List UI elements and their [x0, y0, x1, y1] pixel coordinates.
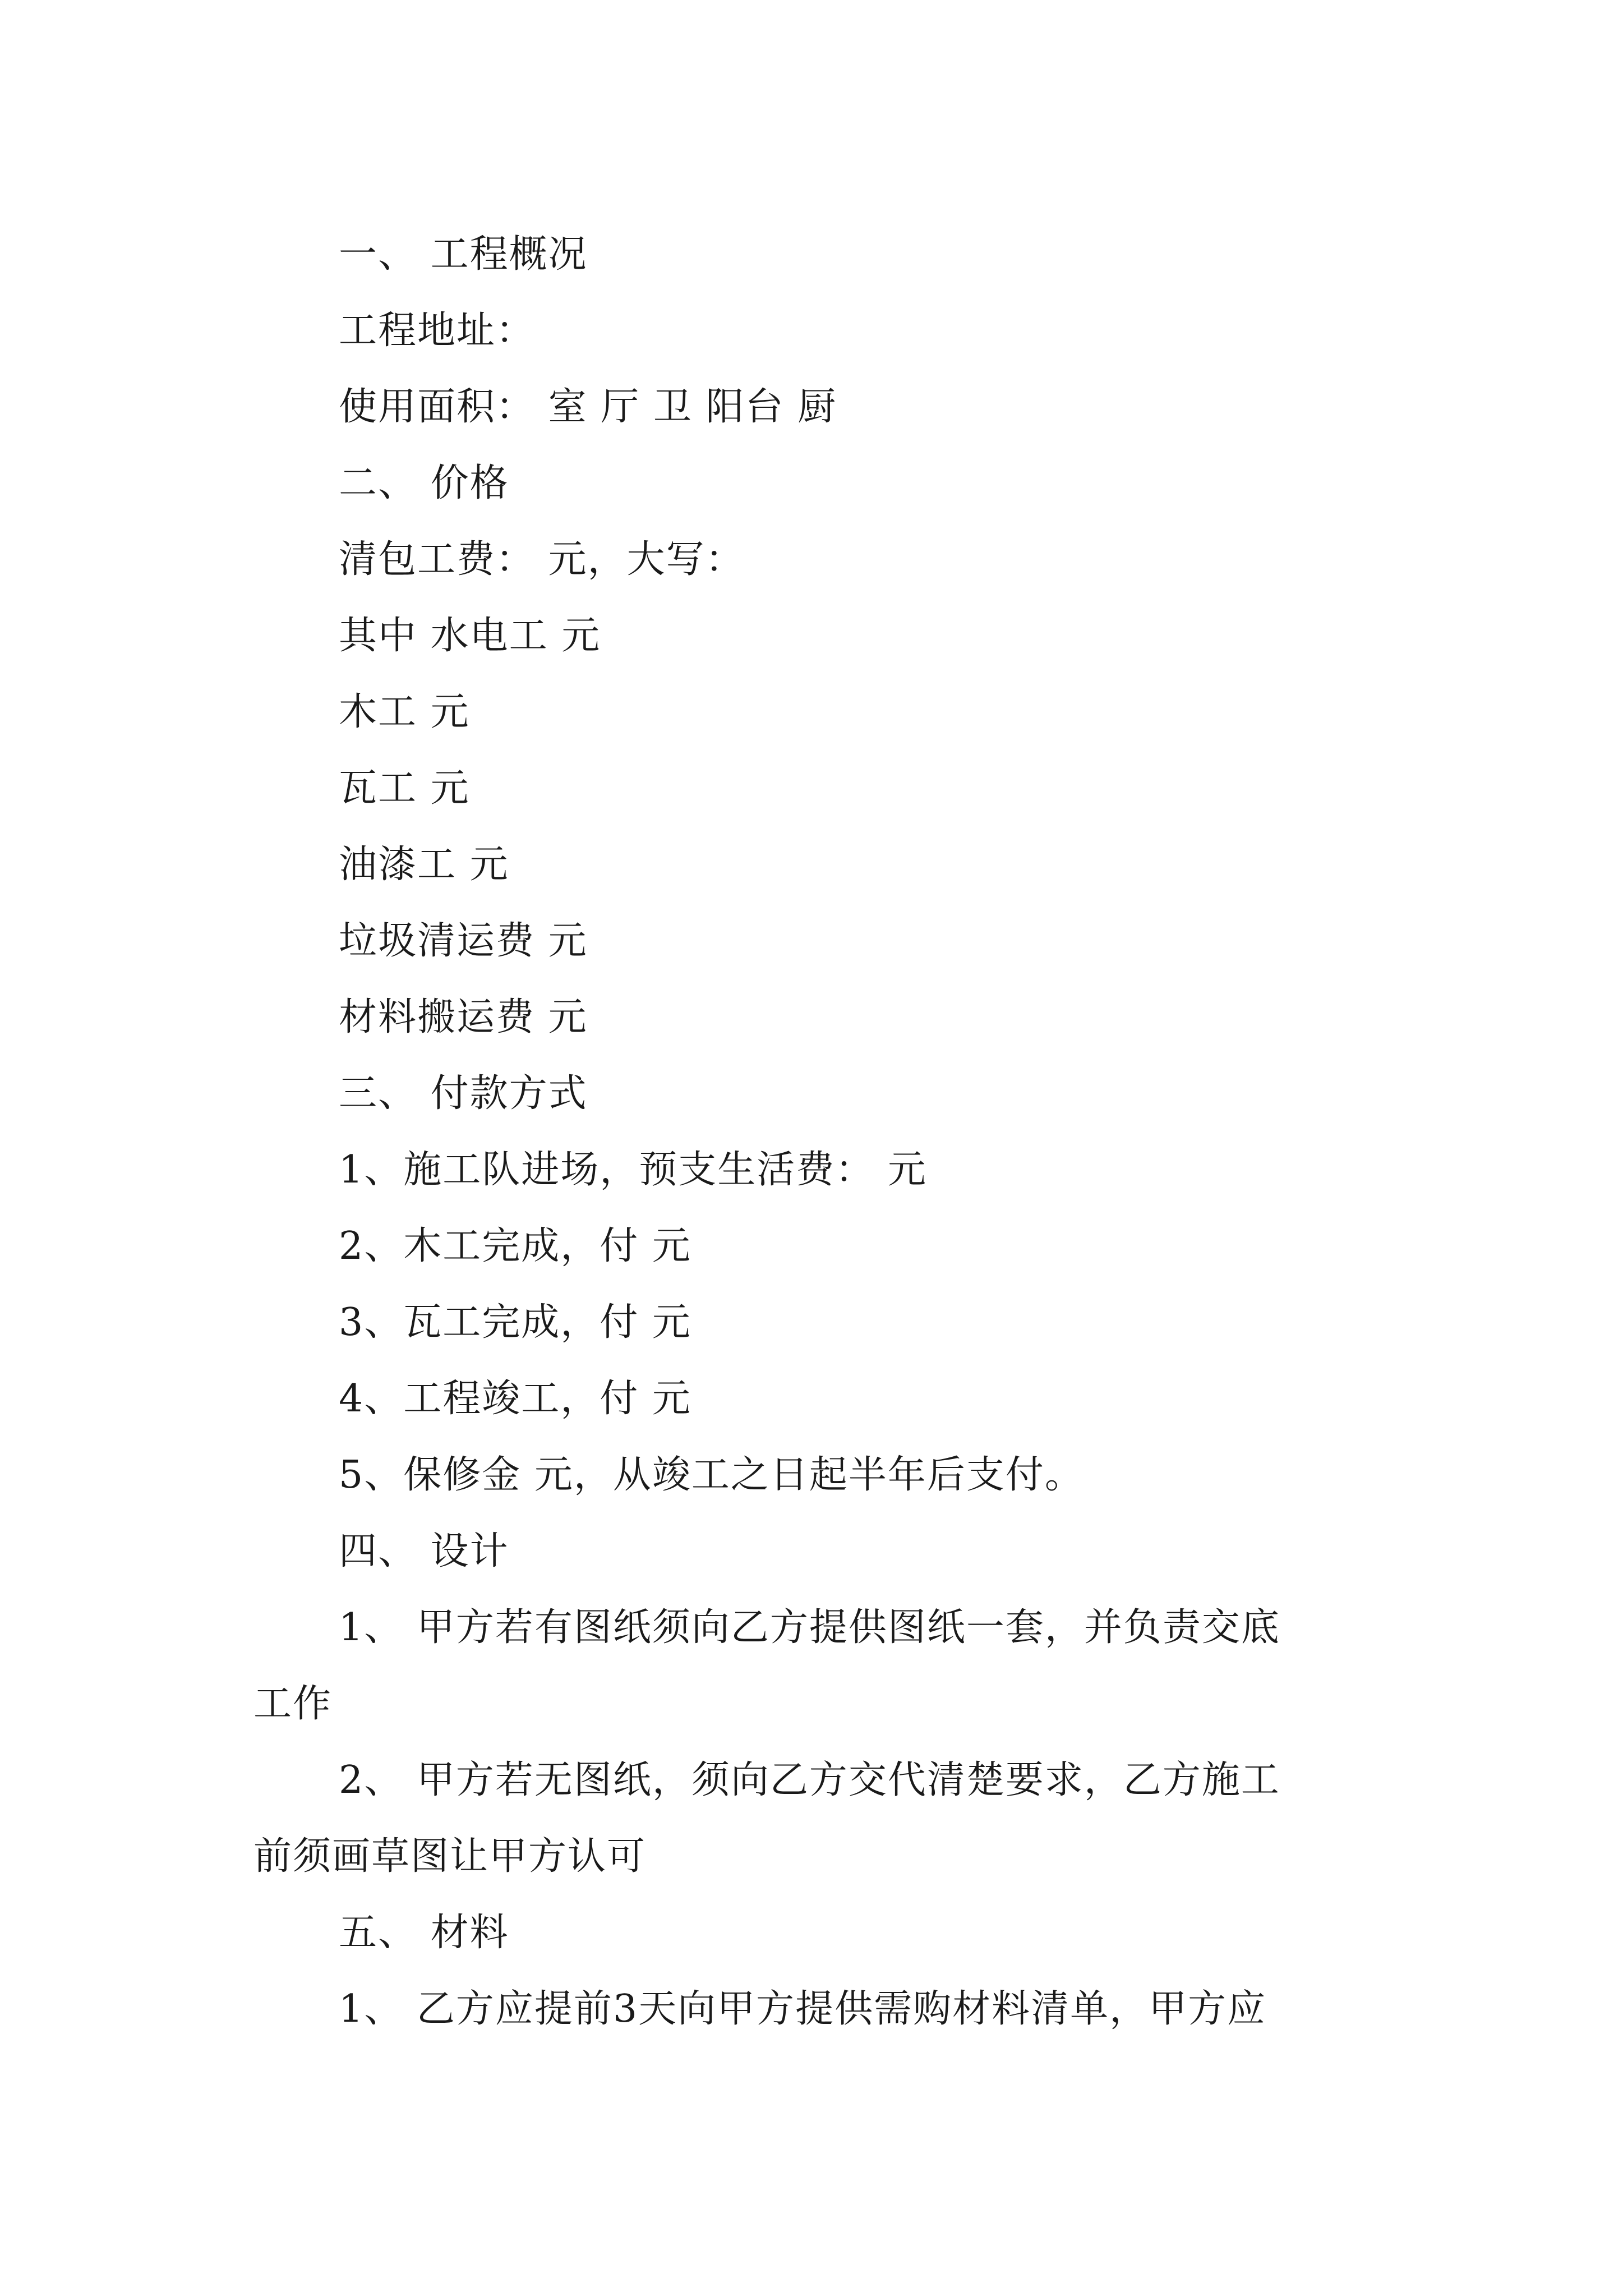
payment-item-1: 1、施工队进场，预支生活费： 元	[339, 1148, 927, 1192]
carpenter-fee: 木工 元	[339, 690, 470, 734]
design-item-1-line-1: 1、 甲方若有图纸须向乙方提供图纸一套，并负责交底	[339, 1605, 1280, 1650]
material-item-1: 1、 乙方应提前3天向甲方提供需购材料清单，甲方应	[339, 1987, 1267, 2031]
document-body	[253, 217, 1386, 2047]
tiler-fee: 瓦工 元	[339, 766, 470, 811]
design-item-2	[253, 1742, 1386, 1895]
design-item-1-line-2: 工作	[253, 1682, 333, 1726]
section-heading-overview: 一、 工程概况	[339, 232, 588, 277]
project-address: 工程地址：	[339, 309, 536, 353]
design-item-2-line-2: 前须画草图让甲方认可	[253, 1834, 647, 1879]
design-item-1	[253, 1590, 1386, 1742]
section-heading-payment: 三、 付款方式	[339, 1071, 588, 1116]
section-heading-materials: 五、 材料	[339, 1911, 509, 1955]
usable-area: 使用面积： 室 厅 卫 阳台 厨	[339, 385, 837, 429]
section-heading-design: 四、 设计	[339, 1529, 509, 1573]
payment-item-2: 2、木工完成，付 元	[339, 1224, 691, 1268]
payment-item-3: 3、瓦工完成，付 元	[339, 1300, 691, 1345]
waste-removal-fee: 垃圾清运费 元	[339, 919, 588, 963]
electrician-fee: 其中 水电工 元	[339, 614, 601, 658]
labor-fee: 清包工费： 元，大写：	[339, 537, 745, 582]
payment-item-5: 5、保修金 元，从竣工之日起半年后支付。	[339, 1453, 1084, 1497]
section-heading-price: 二、 价格	[339, 461, 509, 505]
payment-item-4: 4、工程竣工，付 元	[339, 1377, 691, 1421]
painter-fee: 油漆工 元	[339, 843, 509, 887]
design-item-2-line-1: 2、 甲方若无图纸，须向乙方交代清楚要求，乙方施工	[339, 1758, 1280, 1802]
material-handling-fee: 材料搬运费 元	[339, 995, 588, 1039]
